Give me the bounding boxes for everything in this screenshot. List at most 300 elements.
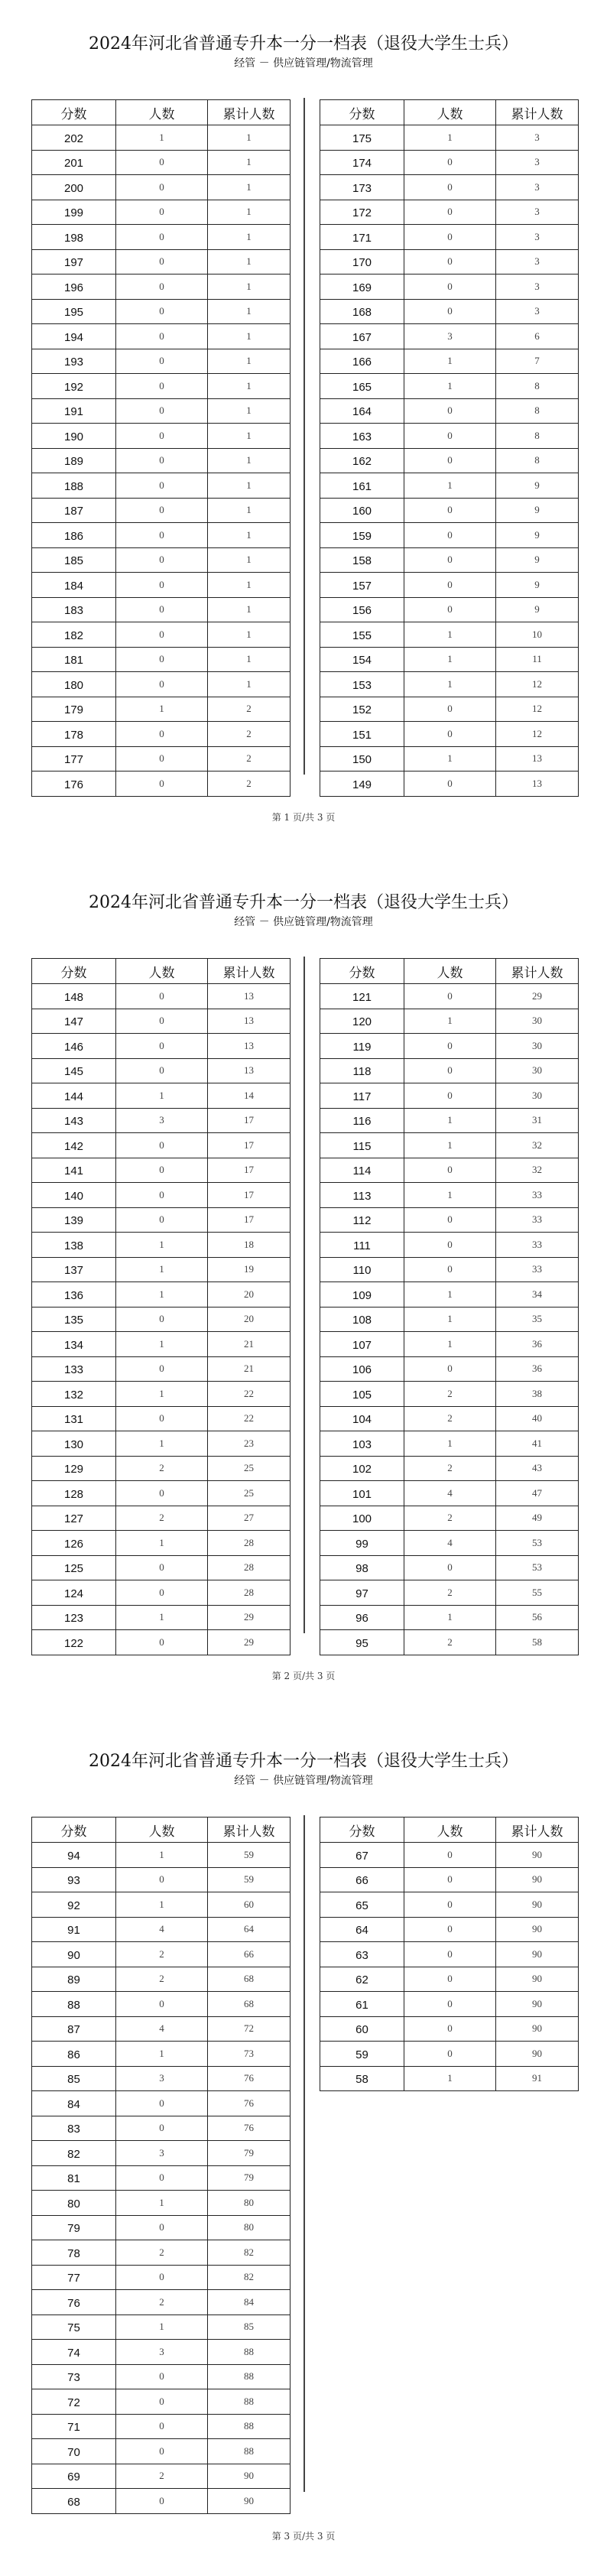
table-row [32, 1917, 291, 1942]
table-row [320, 1158, 579, 1183]
score-cell: 198 [32, 225, 116, 250]
cumulative-cell: 88 [208, 2414, 291, 2439]
count-cell: 0 [116, 647, 208, 672]
table-row [32, 1307, 291, 1332]
cumulative-cell: 59 [208, 1867, 291, 1892]
count-cell: 0 [404, 1233, 496, 1258]
score-cell: 182 [32, 622, 116, 648]
count-cell: 1 [404, 1307, 496, 1332]
score-cell: 201 [32, 150, 116, 175]
cumulative-cell: 32 [496, 1133, 579, 1158]
count-cell: 0 [404, 1207, 496, 1233]
cumulative-cell: 2 [208, 722, 291, 747]
count-cell: 1 [404, 672, 496, 697]
table-row [320, 398, 579, 424]
count-cell: 0 [404, 274, 496, 300]
score-cell: 148 [32, 984, 116, 1009]
table-row [32, 299, 291, 324]
count-cell: 0 [116, 448, 208, 473]
table-row [320, 1307, 579, 1332]
count-cell: 2 [116, 1942, 208, 1967]
page-title: 2024年河北省普通专升本一分一档表（退役大学生士兵） [89, 893, 518, 912]
count-cell: 1 [116, 1382, 208, 1407]
cumulative-cell: 49 [496, 1506, 579, 1531]
table-row [32, 150, 291, 175]
table-row [32, 274, 291, 300]
cumulative-cell: 27 [208, 1506, 291, 1531]
count-cell: 0 [404, 1843, 496, 1868]
cumulative-cell: 11 [496, 647, 579, 672]
cumulative-cell: 55 [496, 1580, 579, 1606]
count-cell: 0 [116, 1630, 208, 1655]
count-cell: 0 [116, 2414, 208, 2439]
score-cell: 77 [32, 2265, 116, 2290]
table-row [32, 2315, 291, 2340]
score-cell: 112 [320, 1207, 404, 1233]
cumulative-cell: 22 [208, 1406, 291, 1431]
cumulative-cell: 30 [496, 1083, 579, 1109]
cumulative-cell: 28 [208, 1555, 291, 1580]
count-cell: 0 [116, 1992, 208, 2017]
count-cell: 0 [116, 424, 208, 449]
table-row [320, 697, 579, 722]
score-cell: 194 [32, 324, 116, 349]
score-cell: 79 [32, 2215, 116, 2240]
cumulative-cell: 53 [496, 1531, 579, 1556]
count-cell: 3 [404, 324, 496, 349]
cumulative-cell: 76 [208, 2091, 291, 2116]
score-cell: 191 [32, 398, 116, 424]
column-header-count: 人数 [404, 959, 496, 984]
page-subtitle: 经管 － 供应链管理/物流管理 [234, 57, 373, 70]
column-header-score: 分数 [320, 959, 404, 984]
count-cell: 0 [404, 150, 496, 175]
page-subtitle: 经管 － 供应链管理/物流管理 [234, 916, 373, 928]
cumulative-cell: 59 [208, 1843, 291, 1868]
table-row [320, 274, 579, 300]
table-row [32, 2016, 291, 2042]
cumulative-cell: 58 [496, 1630, 579, 1655]
table-row [320, 473, 579, 499]
column-header-score: 分数 [320, 100, 404, 125]
count-cell: 1 [404, 473, 496, 499]
score-cell: 167 [320, 324, 404, 349]
cumulative-cell: 40 [496, 1406, 579, 1431]
score-cell: 108 [320, 1307, 404, 1332]
table-row [32, 772, 291, 797]
count-cell: 0 [404, 2016, 496, 2042]
table-row [32, 2215, 291, 2240]
column-header-cumulative: 累计人数 [496, 959, 579, 984]
count-cell: 0 [404, 249, 496, 274]
cumulative-cell: 17 [208, 1183, 291, 1208]
score-cell: 99 [320, 1531, 404, 1556]
count-cell: 0 [404, 498, 496, 523]
table-row [32, 1332, 291, 1357]
table-row [32, 2464, 291, 2489]
table-row [32, 1382, 291, 1407]
cumulative-cell: 2 [208, 746, 291, 772]
count-cell: 0 [404, 299, 496, 324]
score-cell: 72 [32, 2389, 116, 2415]
count-cell: 0 [116, 1307, 208, 1332]
count-cell: 0 [404, 2042, 496, 2067]
cumulative-cell: 91 [496, 2066, 579, 2091]
count-cell: 0 [116, 473, 208, 499]
cumulative-cell: 9 [496, 498, 579, 523]
table-row [32, 722, 291, 747]
cumulative-cell: 3 [496, 175, 579, 200]
column-header-score: 分数 [32, 959, 116, 984]
table-row [32, 622, 291, 648]
table-row [32, 1892, 291, 1918]
count-cell: 0 [404, 1555, 496, 1580]
table-row [32, 2116, 291, 2141]
score-cell: 84 [32, 2091, 116, 2116]
table-row [32, 2364, 291, 2389]
cumulative-cell: 12 [496, 722, 579, 747]
table-row [320, 1034, 579, 1059]
cumulative-cell: 35 [496, 1307, 579, 1332]
score-cell: 145 [32, 1058, 116, 1083]
table-row [320, 1456, 579, 1481]
cumulative-cell: 2 [208, 772, 291, 797]
cumulative-cell: 36 [496, 1332, 579, 1357]
score-cell: 80 [32, 2191, 116, 2216]
score-cell: 87 [32, 2016, 116, 2042]
cumulative-cell: 33 [496, 1207, 579, 1233]
cumulative-cell: 88 [208, 2439, 291, 2464]
cumulative-cell: 1 [208, 473, 291, 499]
count-cell: 0 [404, 523, 496, 548]
page-title: 2024年河北省普通专升本一分一档表（退役大学生士兵） [89, 1752, 518, 1771]
score-cell: 138 [32, 1233, 116, 1258]
cumulative-cell: 36 [496, 1356, 579, 1382]
table-row [32, 2290, 291, 2315]
page-number-footer: 第 1 页/共 3 页 [271, 812, 336, 823]
count-cell: 1 [404, 1133, 496, 1158]
table-row [32, 647, 291, 672]
table-row [32, 1009, 291, 1034]
page-2 [0, 859, 607, 1717]
table-row [32, 2265, 291, 2290]
cumulative-cell: 1 [208, 349, 291, 374]
score-cell: 113 [320, 1183, 404, 1208]
count-cell: 0 [116, 1207, 208, 1233]
table-row [320, 150, 579, 175]
score-cell: 192 [32, 374, 116, 399]
table-row [32, 1282, 291, 1307]
table-row [32, 1083, 291, 1109]
score-cell: 140 [32, 1183, 116, 1208]
cumulative-cell: 8 [496, 398, 579, 424]
table-row [32, 1257, 291, 1282]
score-cell: 105 [320, 1382, 404, 1407]
cumulative-cell: 60 [208, 1892, 291, 1918]
cumulative-cell: 8 [496, 424, 579, 449]
count-cell: 1 [404, 2066, 496, 2091]
table-row [32, 125, 291, 151]
count-cell: 2 [404, 1506, 496, 1531]
count-cell: 2 [404, 1406, 496, 1431]
count-cell: 0 [116, 722, 208, 747]
table-row [32, 175, 291, 200]
column-header-count: 人数 [404, 100, 496, 125]
score-cell: 188 [32, 473, 116, 499]
table-header-row [320, 100, 579, 125]
cumulative-cell: 33 [496, 1233, 579, 1258]
cumulative-cell: 32 [496, 1158, 579, 1183]
count-cell: 3 [116, 1108, 208, 1133]
count-cell: 1 [404, 1605, 496, 1630]
count-cell: 0 [116, 2489, 208, 2514]
table-row [32, 1481, 291, 1506]
table-row [32, 2489, 291, 2514]
count-cell: 1 [404, 622, 496, 648]
table-row [32, 200, 291, 225]
score-cell: 81 [32, 2165, 116, 2191]
count-cell: 0 [404, 772, 496, 797]
score-cell: 195 [32, 299, 116, 324]
score-cell: 114 [320, 1158, 404, 1183]
cumulative-cell: 1 [208, 523, 291, 548]
count-cell: 0 [116, 1406, 208, 1431]
score-cell: 187 [32, 498, 116, 523]
count-cell: 0 [116, 2165, 208, 2191]
score-cell: 162 [320, 448, 404, 473]
cumulative-cell: 88 [208, 2389, 291, 2415]
table-row [320, 573, 579, 598]
score-cell: 161 [320, 473, 404, 499]
score-cell: 199 [32, 200, 116, 225]
score-cell: 117 [320, 1083, 404, 1109]
table-row [320, 1917, 579, 1942]
score-cell: 168 [320, 299, 404, 324]
score-cell: 94 [32, 1843, 116, 1868]
column-header-score: 分数 [32, 100, 116, 125]
score-cell: 88 [32, 1992, 116, 2017]
score-cell: 165 [320, 374, 404, 399]
count-cell: 1 [404, 125, 496, 151]
count-cell: 0 [116, 1356, 208, 1382]
count-cell: 1 [116, 2315, 208, 2340]
score-cell: 154 [320, 647, 404, 672]
table-row [32, 1531, 291, 1556]
cumulative-cell: 56 [496, 1605, 579, 1630]
count-cell: 0 [116, 299, 208, 324]
cumulative-cell: 82 [208, 2265, 291, 2290]
cumulative-cell: 1 [208, 672, 291, 697]
table-row [320, 672, 579, 697]
score-cell: 144 [32, 1083, 116, 1109]
count-cell: 0 [404, 1083, 496, 1109]
score-cell: 131 [32, 1406, 116, 1431]
score-cell: 100 [320, 1506, 404, 1531]
cumulative-cell: 76 [208, 2116, 291, 2141]
table-row [32, 1058, 291, 1083]
count-cell: 0 [116, 1058, 208, 1083]
score-cell: 202 [32, 125, 116, 151]
score-cell: 124 [32, 1580, 116, 1606]
score-cell: 151 [320, 722, 404, 747]
cumulative-cell: 18 [208, 1233, 291, 1258]
count-cell: 2 [116, 1967, 208, 1992]
cumulative-cell: 13 [496, 746, 579, 772]
count-cell: 0 [116, 175, 208, 200]
count-cell: 0 [116, 2439, 208, 2464]
table-row [320, 1233, 579, 1258]
cumulative-cell: 30 [496, 1009, 579, 1034]
count-cell: 1 [404, 746, 496, 772]
table-row [32, 349, 291, 374]
score-cell: 95 [320, 1630, 404, 1655]
table-row [32, 1108, 291, 1133]
count-cell: 0 [404, 1917, 496, 1942]
table-row [32, 1133, 291, 1158]
score-cell: 121 [320, 984, 404, 1009]
count-cell: 2 [116, 2240, 208, 2266]
score-cell: 174 [320, 150, 404, 175]
cumulative-cell: 1 [208, 448, 291, 473]
cumulative-cell: 1 [208, 249, 291, 274]
score-cell: 86 [32, 2042, 116, 2067]
table-row [320, 349, 579, 374]
table-row [32, 225, 291, 250]
count-cell: 1 [116, 1843, 208, 1868]
cumulative-cell: 47 [496, 1481, 579, 1506]
score-cell: 78 [32, 2240, 116, 2266]
score-cell: 83 [32, 2116, 116, 2141]
score-cell: 141 [32, 1158, 116, 1183]
right-score-table [320, 99, 579, 797]
count-cell: 1 [116, 1083, 208, 1109]
score-cell: 106 [320, 1356, 404, 1382]
count-cell: 0 [404, 697, 496, 722]
table-row [320, 1108, 579, 1133]
score-cell: 65 [320, 1892, 404, 1918]
cumulative-cell: 9 [496, 473, 579, 499]
table-row [320, 1356, 579, 1382]
count-cell: 0 [116, 622, 208, 648]
score-cell: 180 [32, 672, 116, 697]
table-row [32, 547, 291, 573]
cumulative-cell: 6 [496, 324, 579, 349]
table-row [32, 1034, 291, 1059]
cumulative-cell: 13 [208, 1058, 291, 1083]
table-row [320, 547, 579, 573]
count-cell: 3 [116, 2066, 208, 2091]
count-cell: 0 [404, 722, 496, 747]
score-cell: 116 [320, 1108, 404, 1133]
table-row [320, 249, 579, 274]
table-row [32, 2340, 291, 2365]
count-cell: 0 [116, 1158, 208, 1183]
table-row [32, 1158, 291, 1183]
table-header-row [32, 1817, 291, 1843]
table-row [320, 225, 579, 250]
table-row [320, 324, 579, 349]
table-row [320, 2066, 579, 2091]
table-row [32, 697, 291, 722]
score-cell: 133 [32, 1356, 116, 1382]
table-row [32, 597, 291, 622]
count-cell: 0 [116, 2364, 208, 2389]
cumulative-cell: 28 [208, 1531, 291, 1556]
cumulative-cell: 22 [208, 1382, 291, 1407]
table-row [320, 746, 579, 772]
cumulative-cell: 66 [208, 1942, 291, 1967]
cumulative-cell: 90 [496, 1917, 579, 1942]
table-row [32, 1356, 291, 1382]
table-row [32, 2414, 291, 2439]
table-row [32, 324, 291, 349]
cumulative-cell: 1 [208, 647, 291, 672]
count-cell: 0 [116, 349, 208, 374]
count-cell: 1 [116, 2191, 208, 2216]
cumulative-cell: 53 [496, 1555, 579, 1580]
column-header-score: 分数 [320, 1817, 404, 1843]
table-row [32, 2439, 291, 2464]
table-row [32, 1207, 291, 1233]
count-cell: 4 [404, 1531, 496, 1556]
table-row [32, 1967, 291, 1992]
table-row [320, 597, 579, 622]
score-cell: 58 [320, 2066, 404, 2091]
score-cell: 190 [32, 424, 116, 449]
table-row [320, 1257, 579, 1282]
count-cell: 1 [116, 1605, 208, 1630]
score-cell: 132 [32, 1382, 116, 1407]
score-cell: 91 [32, 1917, 116, 1942]
table-row [320, 2016, 579, 2042]
table-row [320, 1481, 579, 1506]
cumulative-cell: 9 [496, 523, 579, 548]
score-cell: 107 [320, 1332, 404, 1357]
page-1 [0, 0, 607, 859]
table-row [32, 1506, 291, 1531]
count-cell: 1 [116, 1431, 208, 1457]
cumulative-cell: 88 [208, 2340, 291, 2365]
right-score-table [320, 1817, 579, 2091]
count-cell: 0 [116, 274, 208, 300]
cumulative-cell: 29 [208, 1630, 291, 1655]
count-cell: 0 [116, 1009, 208, 1034]
table-row [320, 1580, 579, 1606]
cumulative-cell: 1 [208, 398, 291, 424]
count-cell: 1 [116, 1233, 208, 1258]
count-cell: 4 [116, 2016, 208, 2042]
score-cell: 135 [32, 1307, 116, 1332]
score-cell: 70 [32, 2439, 116, 2464]
cumulative-cell: 8 [496, 448, 579, 473]
score-cell: 75 [32, 2315, 116, 2340]
table-row [32, 448, 291, 473]
score-cell: 134 [32, 1332, 116, 1357]
cumulative-cell: 17 [208, 1207, 291, 1233]
score-cell: 60 [320, 2016, 404, 2042]
count-cell: 1 [404, 1183, 496, 1208]
count-cell: 0 [404, 200, 496, 225]
cumulative-cell: 64 [208, 1917, 291, 1942]
cumulative-cell: 80 [208, 2215, 291, 2240]
score-cell: 179 [32, 697, 116, 722]
cumulative-cell: 9 [496, 547, 579, 573]
cumulative-cell: 1 [208, 498, 291, 523]
table-row [320, 374, 579, 399]
cumulative-cell: 1 [208, 573, 291, 598]
count-cell: 1 [116, 2042, 208, 2067]
score-cell: 146 [32, 1034, 116, 1059]
